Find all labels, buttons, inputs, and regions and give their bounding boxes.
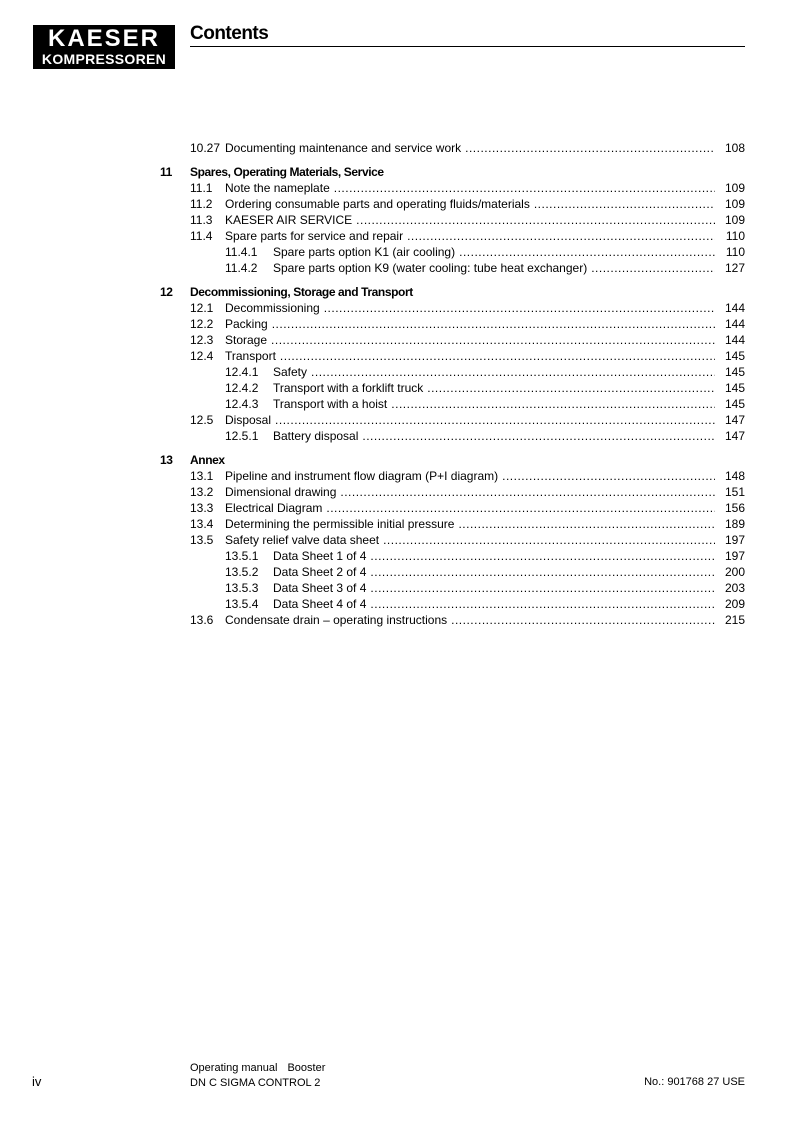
kaeser-logo [33,25,175,69]
toc-dot-leader [362,428,715,444]
toc-entry-number: 11.4 [190,229,213,243]
toc-entry-title [273,260,715,276]
toc-dot-leader [407,228,715,244]
toc-entry-number: 12 [160,285,173,299]
toc-entry[interactable] [160,532,745,548]
toc-chapter-heading [160,452,745,468]
toc-entry[interactable] [160,516,745,532]
page-number: iv [32,1074,42,1089]
toc-entry[interactable] [160,140,745,156]
toc-entry-title-text: Storage [225,333,268,347]
toc-dot-leader [370,596,715,612]
toc-dot-leader [340,484,715,500]
toc-entry-title [225,516,715,532]
toc-dot-leader [356,212,715,228]
toc-entry-number: 11.4.2 [225,261,258,275]
toc-entry-title-text: Dimensional drawing [225,485,337,499]
toc-entry-title [273,428,715,444]
toc-entry-number: 12.4.3 [225,397,259,411]
toc-dot-leader [370,580,715,596]
toc-dot-leader [280,348,715,364]
logo-line-2: KOMPRESSOREN [41,51,167,67]
toc-entry[interactable] [160,380,745,396]
toc-entry-title [225,532,715,548]
toc-entry-title [225,316,715,332]
toc-entry-title [273,564,715,580]
toc-page-number: 110 [725,245,745,259]
toc-page-number: 145 [724,381,745,395]
toc-entry-number: 12.3 [190,333,214,347]
toc-entry-number: 12.5 [190,413,214,427]
toc-entry-title [225,196,715,212]
toc-entry-number: 11.3 [190,213,213,227]
toc-dot-leader [275,412,715,428]
toc-entry-title [273,396,715,412]
toc-dot-leader [370,548,715,564]
toc-page-number: 127 [724,261,745,275]
toc-entry[interactable] [160,364,745,380]
toc-entry-title [273,548,715,564]
toc-entry-title [190,284,715,300]
toc-dot-leader [427,380,715,396]
table-of-contents [160,140,745,628]
toc-entry-title [225,140,715,156]
toc-page-number: 203 [724,581,745,595]
toc-page-number: 109 [724,181,745,195]
toc-entry-title [273,364,715,380]
toc-entry-title-text: Disposal [225,413,272,427]
toc-entry-title-text: Ordering consumable parts and operating fluids/materials [225,197,530,211]
toc-dot-leader [311,364,715,380]
toc-entry-title-text: Battery disposal [273,429,359,443]
toc-entry-title-text: Electrical Diagram [225,501,323,515]
toc-entry-title-text: Spares, Operating Materials, Service [190,165,384,179]
toc-entry-title [225,412,715,428]
toc-entry-title [273,596,715,612]
toc-page-number: 110 [725,229,745,243]
toc-entry-title [190,164,715,180]
page-title: Contents [190,23,269,44]
toc-entry-title [225,484,715,500]
toc-page-number: 145 [724,349,745,363]
toc-entry-title-text: Spare parts option K9 (water cooling: tube heat exchanger) [273,261,588,275]
toc-entry[interactable] [160,180,745,196]
toc-entry[interactable] [160,348,745,364]
toc-entry-number: 13.5.1 [225,549,259,563]
toc-entry-title-text: Data Sheet 4 of 4 [273,597,367,611]
toc-entry-title [225,228,715,244]
toc-dot-leader [370,564,715,580]
toc-entry-number: 11.2 [190,197,213,211]
toc-entry[interactable] [160,548,745,564]
toc-entry-title [225,468,715,484]
toc-entry-number: 11.4.1 [225,245,258,259]
toc-dot-leader [271,332,715,348]
toc-dot-leader [502,468,715,484]
toc-entry-title-text: Documenting maintenance and service work [225,141,462,155]
toc-page-number: 148 [724,469,745,483]
toc-entry[interactable] [160,564,745,580]
toc-entry-number: 13.5.4 [225,597,259,611]
toc-entry-number: 13.3 [190,501,214,515]
toc-dot-leader [451,612,715,628]
toc-page-number: 189 [724,517,745,531]
toc-page-number: 109 [724,213,745,227]
toc-entry-number: 10.27 [190,141,221,155]
toc-entry-title [225,612,715,628]
toc-entry[interactable] [160,196,745,212]
toc-entry-title-text: Data Sheet 1 of 4 [273,549,367,563]
toc-dot-leader [465,140,715,156]
toc-page-number: 108 [724,141,745,155]
toc-dot-leader [326,500,715,516]
toc-entry-title-text: KAESER AIR SERVICE [225,213,353,227]
logo-line-1: KAESER [47,25,161,52]
toc-dot-leader [324,300,715,316]
toc-entry[interactable] [160,260,745,276]
toc-dot-leader [383,532,715,548]
toc-entry[interactable] [160,396,745,412]
toc-page-number: 144 [724,317,745,331]
toc-chapter-heading [160,164,745,180]
footer-document-info [190,1061,325,1091]
toc-entry-title-text: Decommissioning [225,301,320,315]
toc-entry[interactable] [160,484,745,500]
toc-entry-title-text: Note the nameplate [225,181,330,195]
toc-page-number: 145 [724,365,745,379]
toc-chapter-heading [160,284,745,300]
toc-entry-title-text: Annex [190,453,225,467]
toc-dot-leader [334,180,715,196]
toc-entry[interactable] [160,412,745,428]
toc-dot-leader [459,244,715,260]
toc-entry-title-text: Condensate drain – operating instructions [225,613,448,627]
toc-entry-number: 13 [160,453,173,467]
footer-model: DN C SIGMA CONTROL 2 [190,1077,321,1089]
toc-entry[interactable] [160,228,745,244]
toc-entry-title [225,300,715,316]
toc-entry[interactable] [160,300,745,316]
toc-entry-number: 12.2 [190,317,214,331]
toc-entry-title [190,452,715,468]
toc-page-number: 197 [724,549,745,563]
toc-dot-leader [458,516,715,532]
toc-entry-number: 13.5 [190,533,214,547]
toc-entry-title-text: Packing [225,317,268,331]
toc-entry-title-text: Spare parts option K1 (air cooling) [273,245,456,259]
toc-page-number: 147 [724,413,745,427]
toc-entry-number: 13.5.2 [225,565,259,579]
toc-page-number: 144 [724,333,745,347]
toc-page-number: 109 [724,197,745,211]
toc-entry-title-text: Safety relief valve data sheet [225,533,380,547]
toc-entry-number: 11 [160,165,172,179]
toc-entry-title [225,500,715,516]
toc-page-number: 145 [724,397,745,411]
toc-entry[interactable] [160,244,745,260]
toc-page-number: 151 [724,485,745,499]
toc-page-number: 147 [724,429,745,443]
toc-entry-title-text: Transport with a forklift truck [273,381,424,395]
toc-entry-title-text: Data Sheet 2 of 4 [273,565,367,579]
toc-entry-number: 12.4 [190,349,214,363]
toc-entry-number: 12.1 [190,301,214,315]
toc-entry-number: 13.1 [190,469,214,483]
toc-entry[interactable] [160,612,745,628]
toc-dot-leader [534,196,715,212]
toc-entry-title [273,380,715,396]
toc-entry-title-text: Determining the permissible initial pressure [225,517,455,531]
toc-entry-title [225,212,715,228]
toc-entry[interactable] [160,212,745,228]
toc-entry-number: 13.5.3 [225,581,259,595]
toc-page-number: 144 [724,301,745,315]
toc-entry-title-text: Spare parts for service and repair [225,229,404,243]
toc-entry[interactable] [160,468,745,484]
toc-entry-title [273,580,715,596]
toc-page-number: 200 [724,565,745,579]
toc-entry-title [225,180,715,196]
toc-page-number: 215 [724,613,745,627]
footer-manual-label: Operating manual [190,1062,278,1074]
toc-entry-title [225,332,715,348]
toc-entry[interactable] [160,596,745,612]
toc-entry-number: 13.4 [190,517,214,531]
toc-dot-leader [272,316,715,332]
toc-entry-number: 13.6 [190,613,214,627]
toc-entry-title-text: Decommissioning, Storage and Transport [190,285,413,299]
toc-dot-leader [391,396,715,412]
toc-entry-title [273,244,715,260]
toc-entry-number: 12.4.1 [225,365,259,379]
toc-entry-title-text: Safety [273,365,308,379]
toc-entry-title-text: Pipeline and instrument flow diagram (P+I diagram) [225,469,499,483]
toc-entry-title-text: Transport [225,349,276,363]
title-divider [190,46,745,47]
toc-entry-title-text: Transport with a hoist [273,397,388,411]
footer-product: Booster [287,1062,326,1074]
toc-entry[interactable] [160,428,745,444]
toc-entry[interactable] [160,580,745,596]
toc-entry-title-text: Data Sheet 3 of 4 [273,581,367,595]
toc-entry-number: 11.1 [190,181,213,195]
toc-page-number: 209 [724,597,745,611]
toc-page-number: 156 [724,501,745,515]
toc-entry-number: 12.4.2 [225,381,259,395]
toc-entry[interactable] [160,500,745,516]
toc-entry[interactable] [160,332,745,348]
toc-dot-leader [591,260,715,276]
toc-entry-number: 13.2 [190,485,214,499]
toc-entry-title [225,348,715,364]
toc-page-number: 197 [724,533,745,547]
toc-entry[interactable] [160,316,745,332]
document-number: No.: 901768 27 USE [644,1076,745,1088]
toc-entry-number: 12.5.1 [225,429,259,443]
